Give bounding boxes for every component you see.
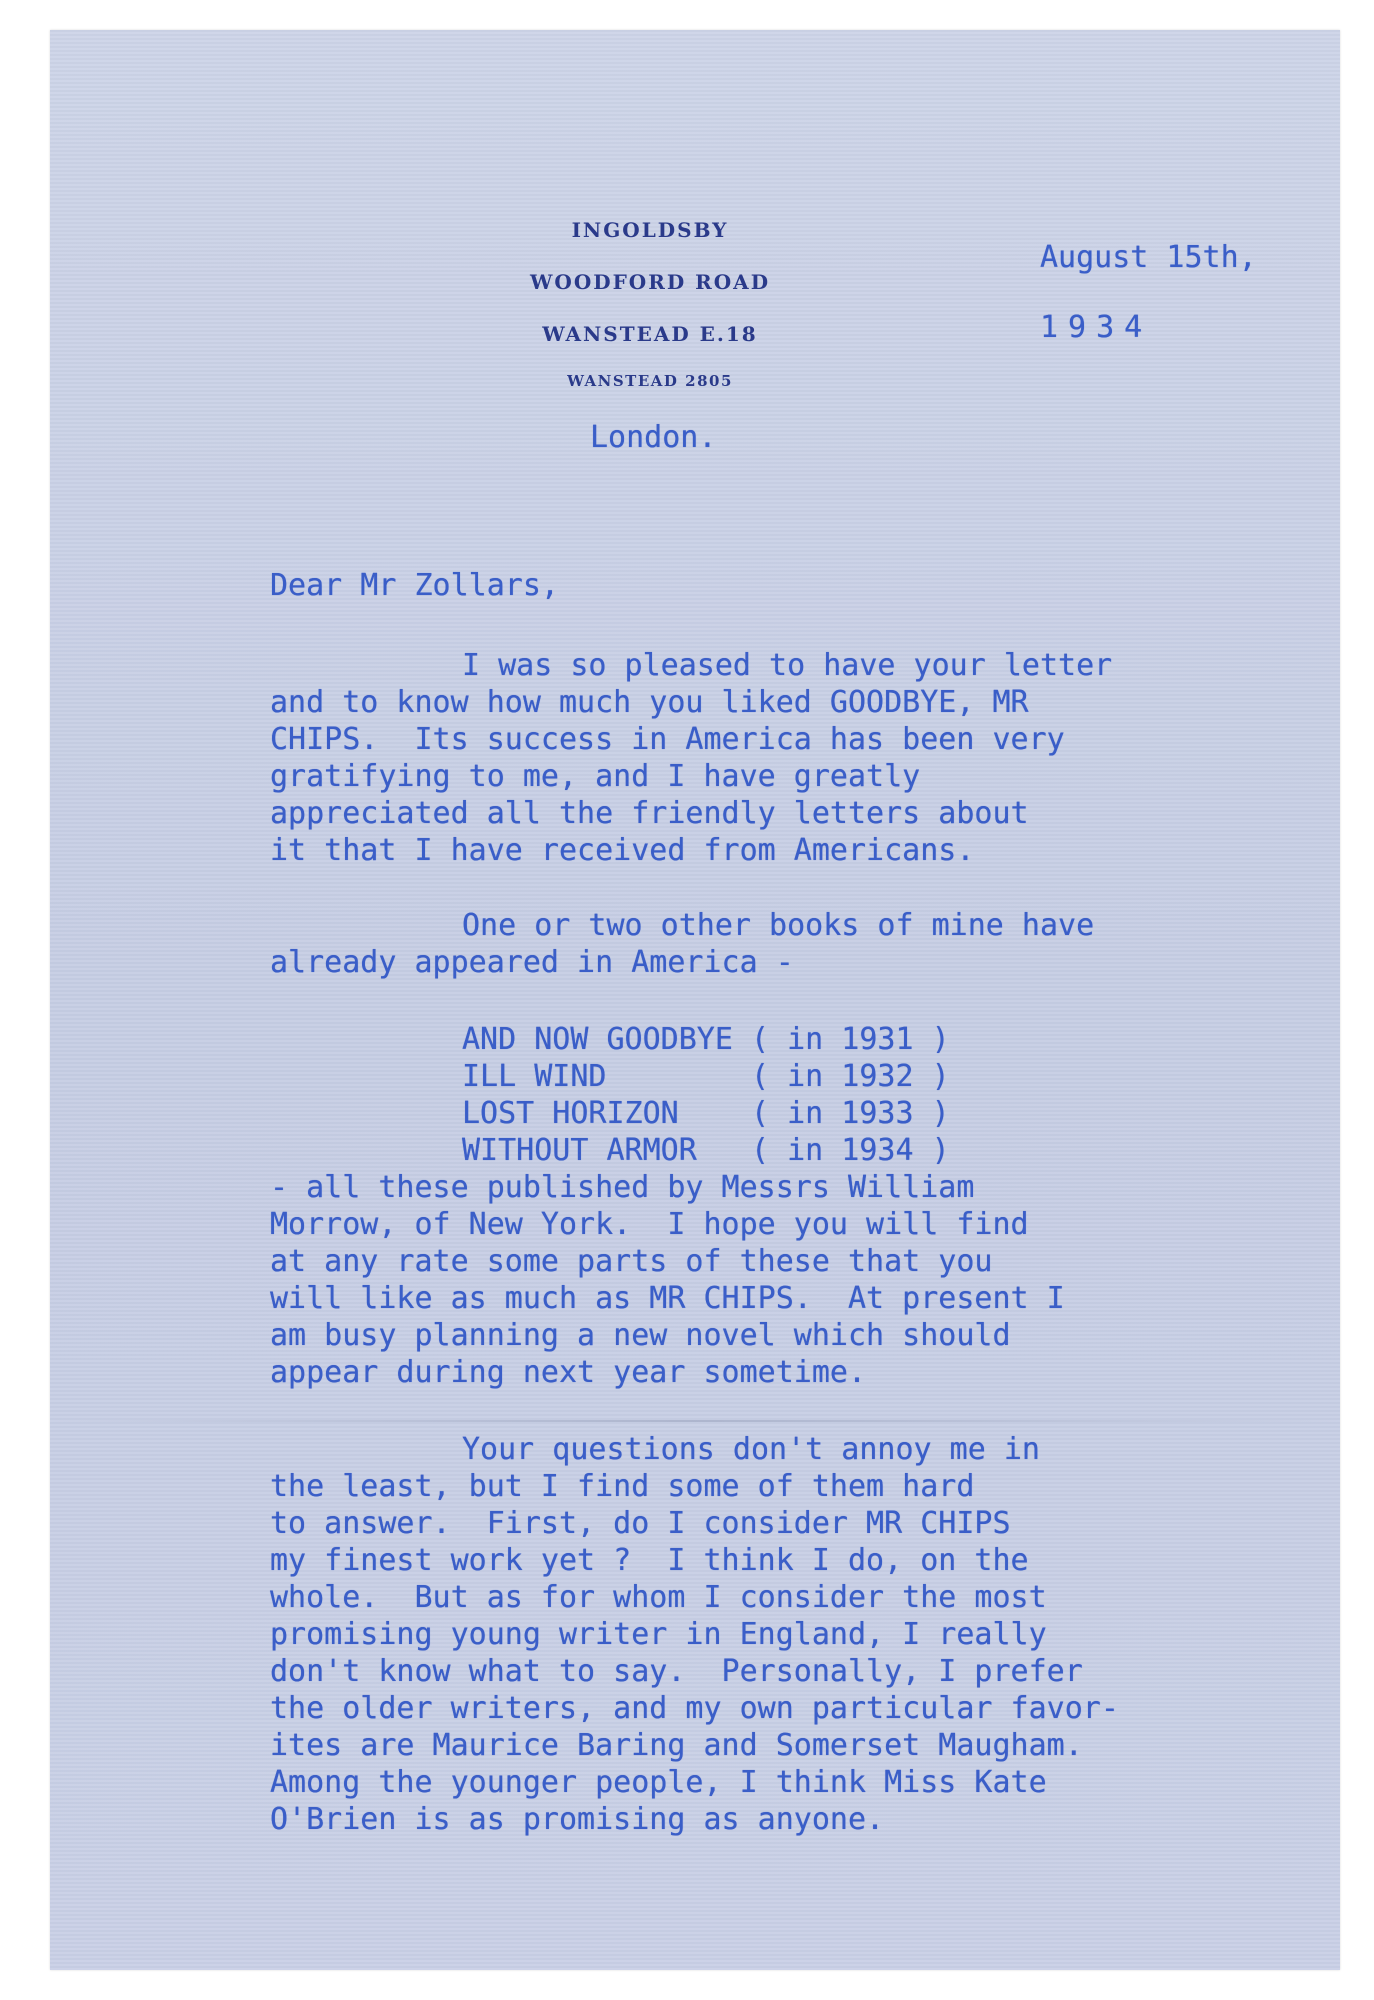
body-line: Morrow, of New York. I hope you will find xyxy=(270,1207,1029,1242)
book-list-item: WITHOUT ARMOR ( in 1934 ) xyxy=(462,1133,950,1168)
book-list-item: ILL WIND ( in 1932 ) xyxy=(462,1059,950,1094)
body-line: whole. But as for whom I consider the most xyxy=(270,1580,1047,1615)
paper-fold xyxy=(50,1420,1340,1422)
body-line: already appeared in America - xyxy=(270,945,794,980)
letterhead-house: INGOLDSBY xyxy=(571,218,729,242)
body-line: I was so pleased to have your letter xyxy=(462,648,1113,683)
city: London. xyxy=(590,420,717,455)
body-line: - all these published by Messrs William xyxy=(270,1170,975,1205)
body-line: appreciated all the friendly letters about xyxy=(270,796,1029,831)
body-line: at any rate some parts of these that you xyxy=(270,1244,993,1279)
body-line: the least, but I find some of them hard xyxy=(270,1469,975,1504)
salutation: Dear Mr Zollars, xyxy=(270,568,559,603)
book-list-item: AND NOW GOODBYE ( in 1931 ) xyxy=(462,1022,950,1057)
body-line: will like as much as MR CHIPS. At present I xyxy=(270,1281,1065,1316)
body-line: appear during next year sometime. xyxy=(270,1355,867,1390)
body-line: O'Brien is as promising as anyone. xyxy=(270,1802,885,1837)
letterhead-district: WANSTEAD E.18 xyxy=(542,322,758,346)
body-line: and to know how much you liked GOODBYE, MR xyxy=(270,685,1029,720)
body-line: CHIPS. Its success in America has been very xyxy=(270,722,1065,757)
book-list-item: LOST HORIZON ( in 1933 ) xyxy=(462,1096,950,1131)
body-line: it that I have received from Americans. xyxy=(270,833,975,868)
body-line: ites are Maurice Baring and Somerset Maugham. xyxy=(270,1728,1083,1763)
body-line: am busy planning a new novel which should xyxy=(270,1318,1011,1353)
body-line: gratifying to me, and I have greatly xyxy=(270,759,921,794)
letterhead-phone: WANSTEAD 2805 xyxy=(567,372,733,390)
body-line: One or two other books of mine have xyxy=(462,908,1095,943)
body-line: to answer. First, do I consider MR CHIPS xyxy=(270,1506,1011,1541)
date-year: 1934 xyxy=(1040,310,1153,345)
body-line: Your questions don't annoy me in xyxy=(462,1432,1040,1467)
body-line: the older writers, and my own particular favor- xyxy=(270,1691,1119,1726)
body-line: don't know what to say. Personally, I prefer xyxy=(270,1654,1083,1689)
body-line: Among the younger people, I think Miss Kate xyxy=(270,1765,1047,1800)
date-day: August 15th, xyxy=(1040,240,1257,275)
body-line: my finest work yet ? I think I do, on the xyxy=(270,1543,1029,1578)
letterhead-road: WOODFORD ROAD xyxy=(529,270,771,294)
body-line: promising young writer in England, I really xyxy=(270,1617,1047,1652)
